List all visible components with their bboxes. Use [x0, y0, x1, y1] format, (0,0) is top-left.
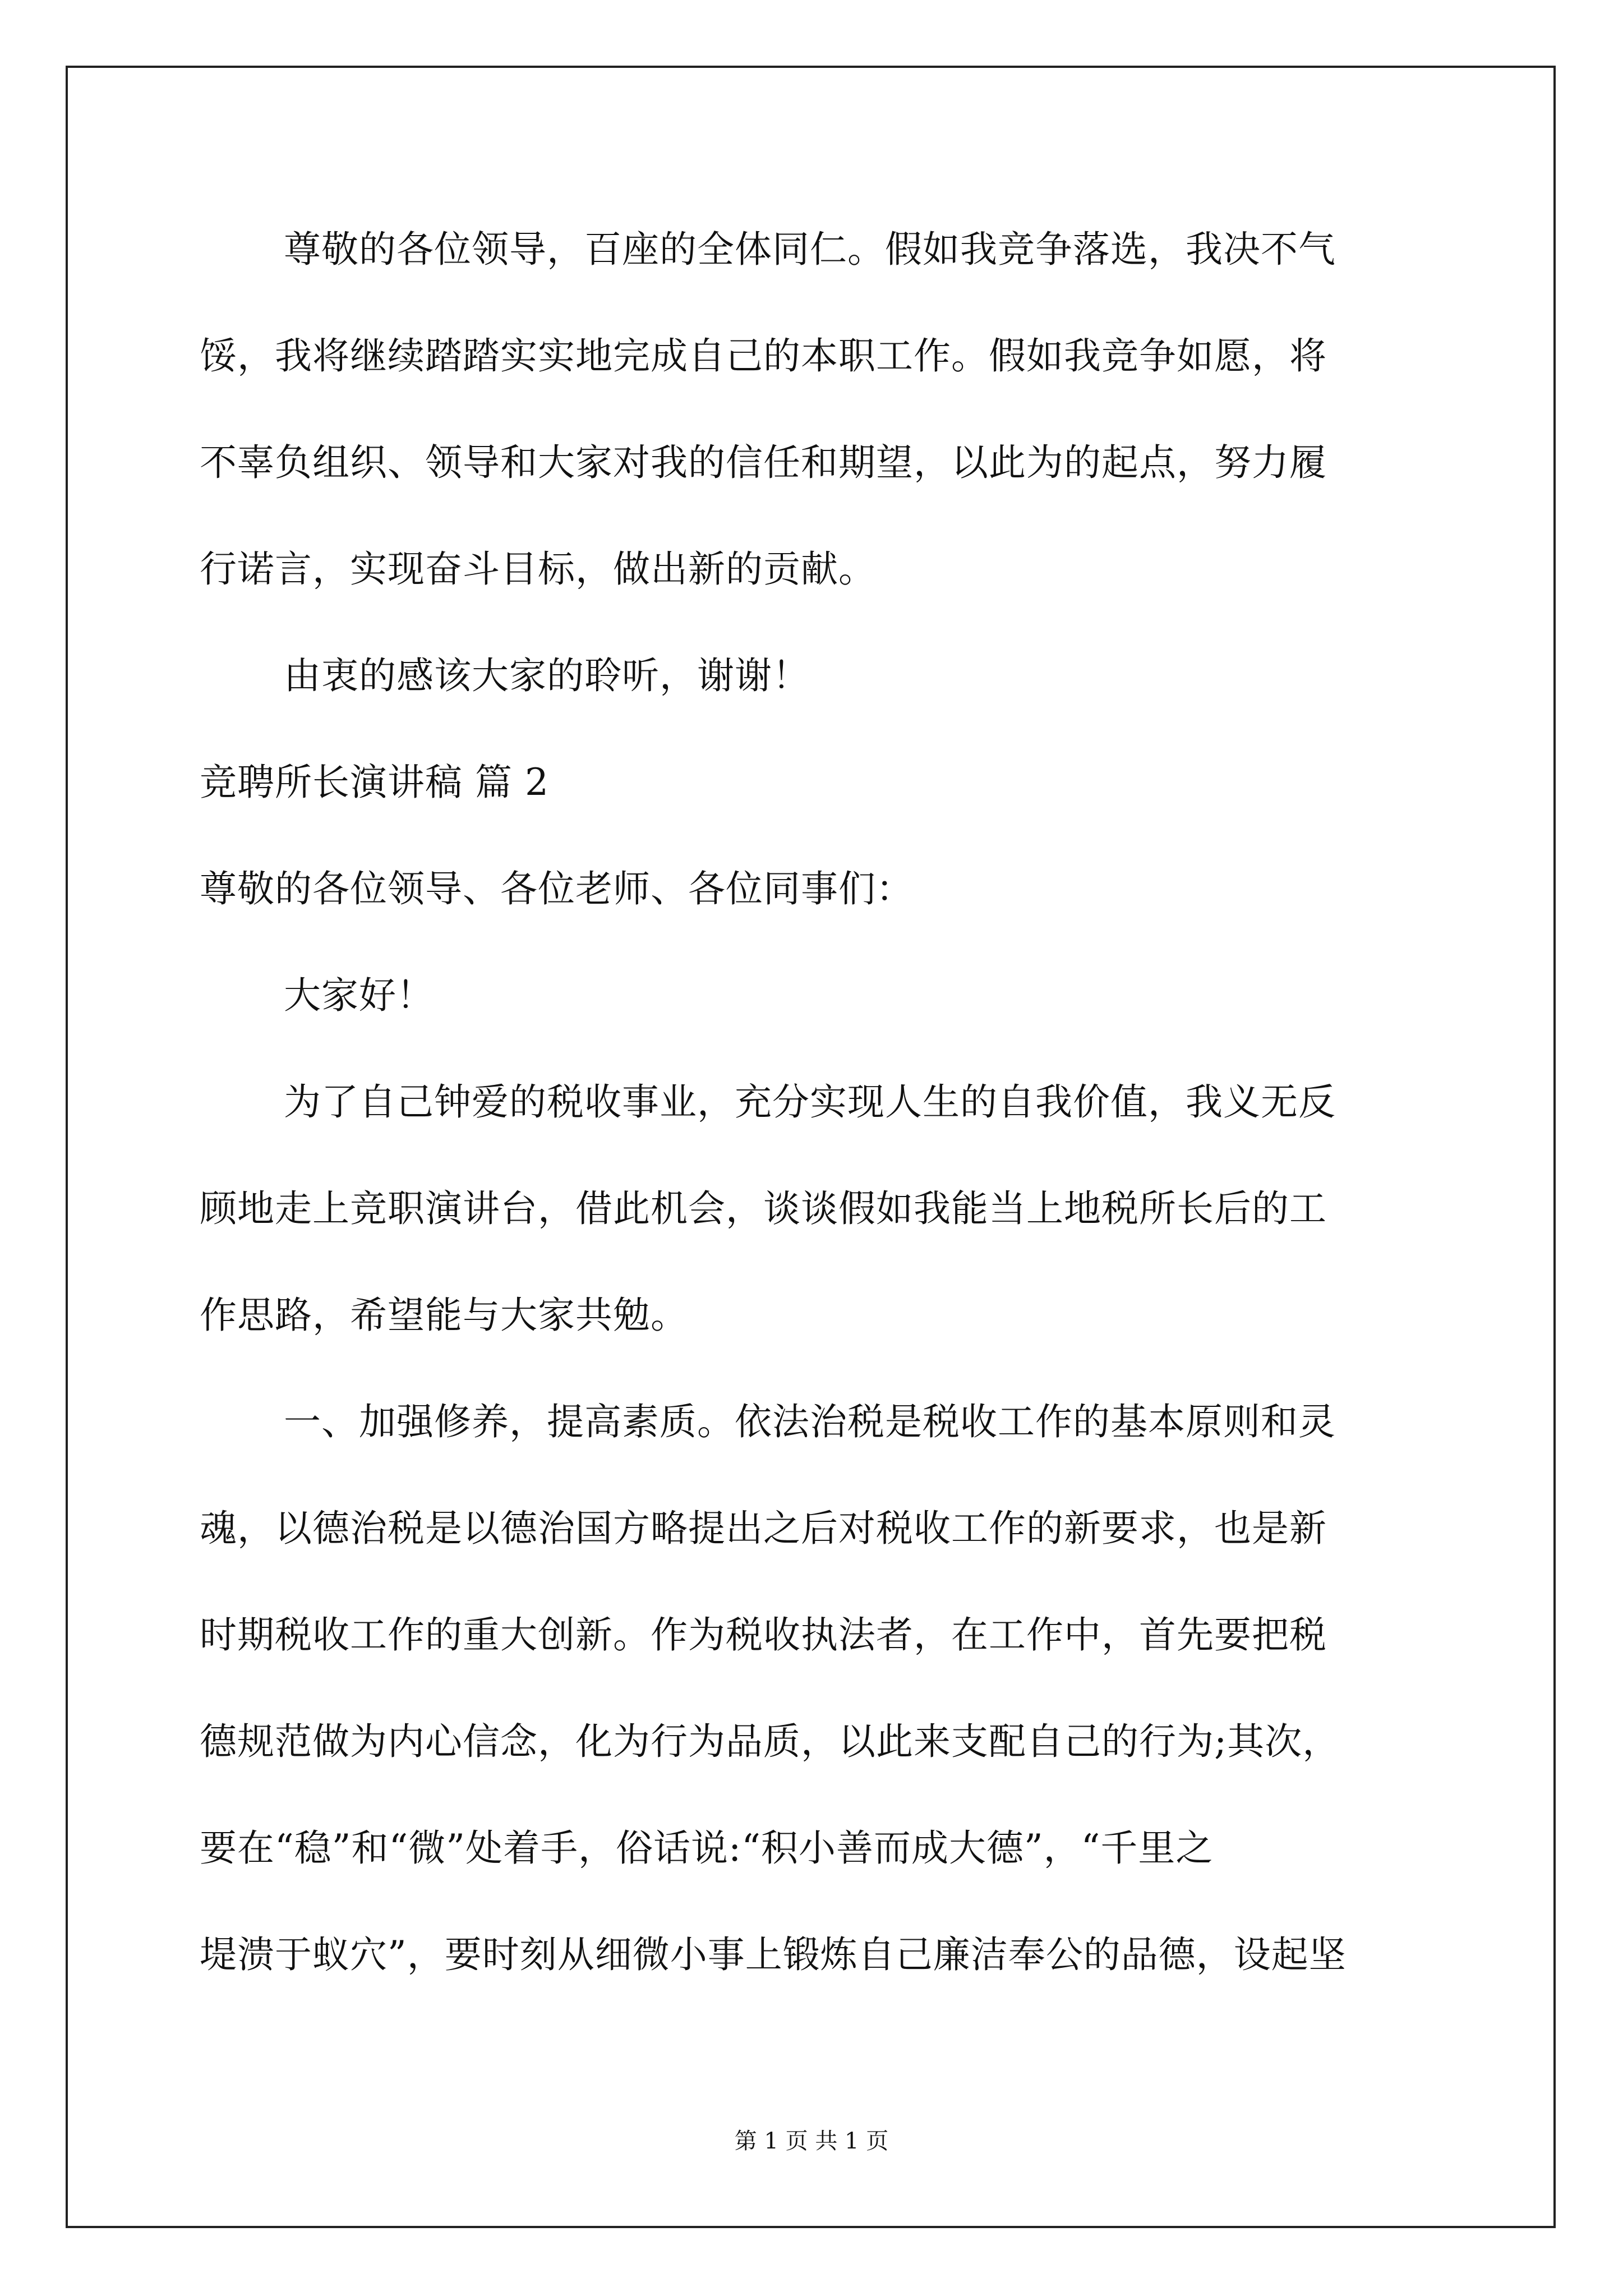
paragraph-line: 德规范做为内心信念，化为行为品质，以此来支配自己的行为;其次，	[200, 1720, 1340, 1763]
paragraph-line: 要在“稳”和“微”处着手，俗话说:“积小善而成大德”，“千里之	[200, 1826, 1214, 1870]
salutation: 尊敬的各位领导、各位老师、各位同事们：	[200, 867, 914, 910]
paragraph-line: 魂，以德治税是以德治国方略提出之后对税收工作的新要求，也是新	[200, 1507, 1327, 1550]
greeting: 大家好！	[284, 974, 434, 1017]
paragraph-line: 时期税收工作的重大创新。作为税收执法者，在工作中，首先要把税	[200, 1613, 1327, 1657]
section-heading: 竞聘所长演讲稿 篇 2	[200, 761, 549, 804]
page-number-footer: 第 1 页 共 1 页	[734, 2128, 889, 2154]
paragraph-line: 由衷的感该大家的聆听，谢谢！	[284, 654, 810, 697]
paragraph-line: 尊敬的各位领导，百座的全体同仁。假如我竞争落选，我决不气	[284, 228, 1336, 271]
page-border	[66, 66, 1556, 2228]
paragraph-line: 作思路，希望能与大家共勉。	[200, 1294, 688, 1337]
paragraph-line: 顾地走上竞职演讲台，借此机会，谈谈假如我能当上地税所长后的工	[200, 1187, 1327, 1230]
paragraph-line: 堤溃于蚁穴”，要时刻从细微小事上锻炼自己廉洁奉公的品德，设起坚	[200, 1933, 1347, 1976]
paragraph-line: 不辜负组织、领导和大家对我的信任和期望，以此为的起点，努力履	[200, 441, 1327, 484]
paragraph-line: 一、加强修养，提高素质。依法治税是税收工作的基本原则和灵	[284, 1400, 1336, 1443]
paragraph-line: 行诺言，实现奋斗目标，做出新的贡献。	[200, 547, 876, 591]
paragraph-line: 馁，我将继续踏踏实实地完成自己的本职工作。假如我竞争如愿，将	[200, 334, 1327, 378]
paragraph-line: 为了自己钟爱的税收事业，充分实现人生的自我价值，我义无反	[284, 1080, 1336, 1124]
